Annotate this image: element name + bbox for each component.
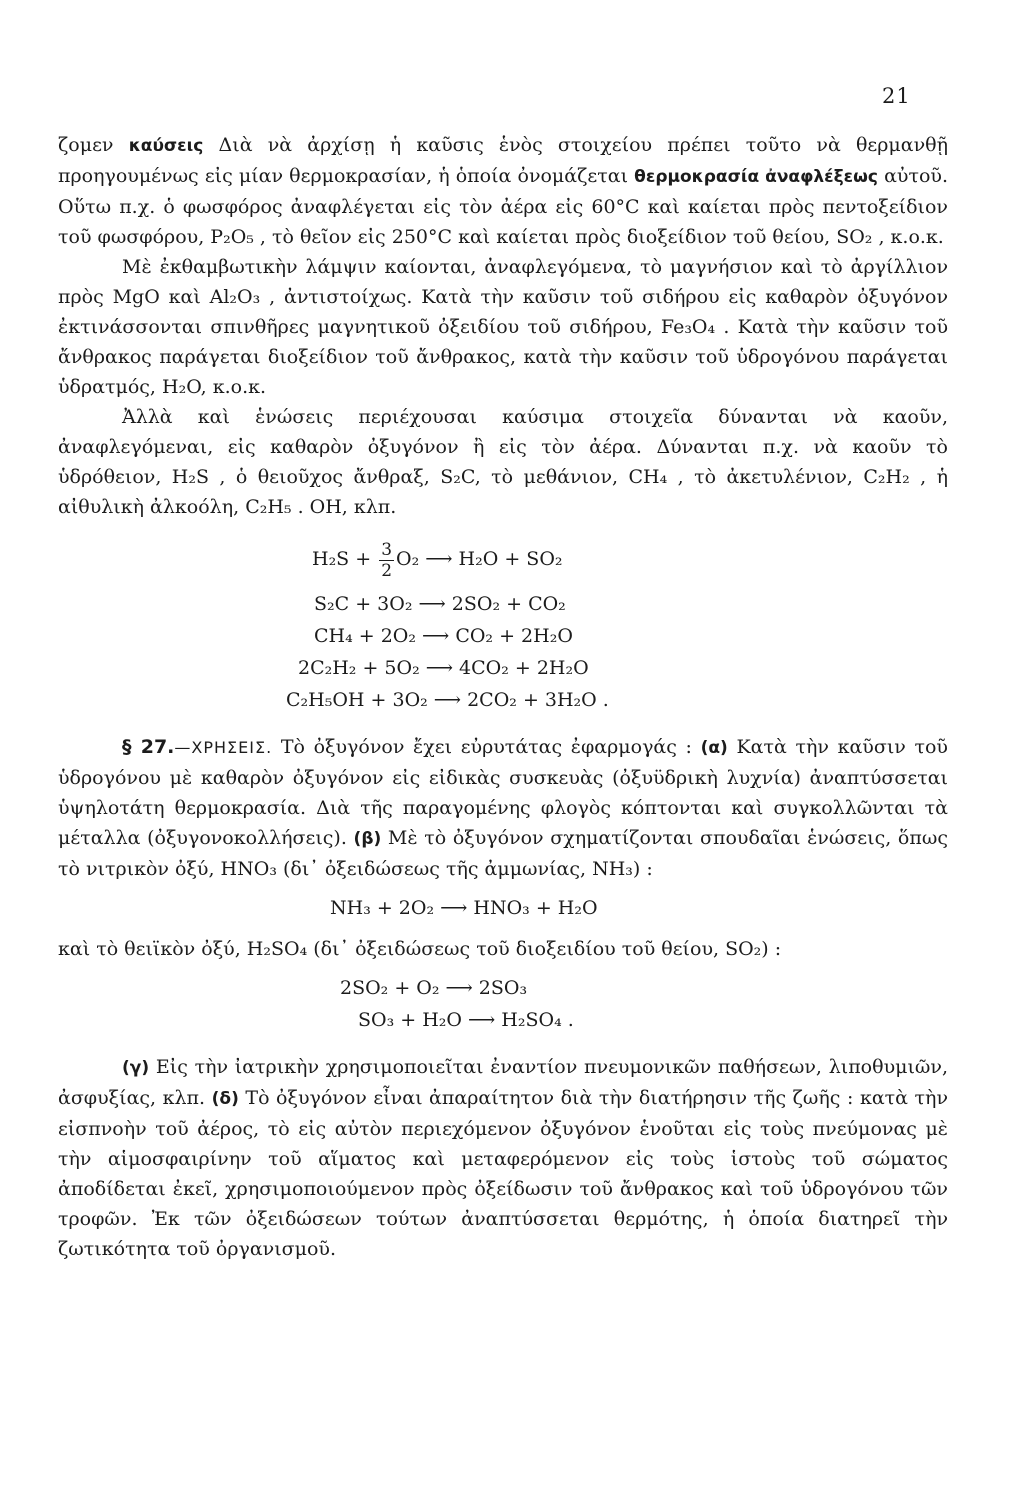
- fraction: [379, 540, 394, 581]
- fraction-numerator: 3: [381, 539, 393, 560]
- text: Τὸ ὀξυγόνον εἶναι ἀπαραίτητον διὰ τὴν διατήρησιν τῆς ζωῆς : κατὰ τὴν εἰσπνοὴν τοῦ ἀέρος, τὸ εἰς αὐτὸν περιεχόμενον ὀξυγόνον ἑνοῦται εἰς τοὺς πνεύμονας μὲ τὴν αἱμοσφαιρίνην τοῦ αἵματος καὶ μεταφερόμενον εἰς τοὺς ἱστοὺς τοῦ σώματος ἀποδίδεται ἐκεῖ, χρησιμοποιούμενον πρὸς ὀξείδωσιν τοῦ ἄνθρακος καὶ τοῦ ὑδρογόνου τῶν τροφῶν. Ἐκ τῶν ὀξειδώσεων τούτων ἀναπτύσσεται θερμότης, ἡ ὁποία διατηρεῖ τὴν ζωτικότητα τοῦ ὀργανισμοῦ.: [58, 1087, 948, 1260]
- item-marker-b: (β): [353, 829, 382, 849]
- sulfuric-acid-line: καὶ τὸ θειϊκὸν ὀξύ, H₂SO₄ (δι᾽ ὀξειδώσεως τοῦ διοξειδίου τοῦ θείου, SO₂) :: [58, 938, 782, 960]
- equation-h2s: [58, 530, 948, 588]
- paragraph-combustion-ignition: [58, 130, 948, 252]
- eq-left: H₂S +: [312, 548, 378, 570]
- bold-term-ignition-temperature: θερμοκρασία ἀναφλέξεως: [634, 167, 878, 187]
- equation-so2: 2SO₂ + O₂ ⟶ 2SO₃: [340, 977, 528, 999]
- equation-so3: SO₃ + H₂O ⟶ H₂SO₄ .: [358, 1009, 574, 1031]
- item-marker-c: (γ): [122, 1058, 150, 1078]
- text: Εἰς τὴν ἰατρικὴν χρησιμοποιεῖται ἐναντίον πνευμονικῶν παθήσεων, λιποθυμιῶν, ἀσφυξίας, κλπ.: [58, 1056, 948, 1109]
- paragraph-medical-biological-uses: [58, 1052, 948, 1264]
- item-marker-a: (α): [700, 738, 728, 758]
- equation-nh3: NH₃ + 2O₂ ⟶ HNO₃ + H₂O: [330, 897, 598, 919]
- equation-ch4: CH₄ + 2O₂ ⟶ CO₂ + 2H₂O: [314, 625, 573, 647]
- eq-right: O₂ ⟶ H₂O + SO₂: [396, 548, 563, 570]
- equation-s2c: S₂C + 3O₂ ⟶ 2SO₂ + CO₂: [314, 593, 566, 615]
- bold-term-kafseis: καύσεις: [128, 136, 204, 156]
- page-number: 21: [882, 84, 911, 108]
- equation-c2h2: 2C₂H₂ + 5O₂ ⟶ 4CO₂ + 2H₂O: [298, 657, 589, 679]
- item-marker-d: (δ): [211, 1089, 239, 1109]
- sulfuric-acid-equations: [58, 972, 948, 1036]
- section-number: § 27.: [122, 736, 175, 758]
- nitric-acid-equation-block: [58, 892, 948, 924]
- text: Διὰ νὰ ἀρχίσῃ ἡ καῦσις ἑνὸς στοιχείου πρέπει τοῦτο νὰ θερμανθῇ προηγουμένως εἰς μίαν θερμοκρασίαν, ἡ ὁποία ὀνομάζεται: [58, 134, 948, 187]
- combustion-equations: [58, 530, 948, 716]
- equation-ethanol: C₂H₅OH + 3O₂ ⟶ 2CO₂ + 3H₂O .: [286, 689, 609, 711]
- paragraph-metals-burning: Μὲ ἐκθαμβωτικὴν λάμψιν καίονται, ἀναφλεγόμενα, τὸ μαγνήσιον καὶ τὸ ἀργίλλιον πρὸς MgO καὶ Al₂O₃ , ἀντιστοίχως. Κατὰ τὴν καῦσιν τοῦ σιδήρου εἰς καθαρὸν ὀξυγόνον ἐκτινάσσονται σπινθῆρες μαγνητικοῦ ὀξειδίου τοῦ σιδήρου, Fe₃O₄ . Κατὰ τὴν καῦσιν τοῦ ἄνθρακος παράγεται διοξείδιον τοῦ ἄνθρακος, κατὰ τὴν καῦσιν τοῦ ὑδρογόνου παράγεται ὑδρατμός, H₂O, κ.ο.κ.: [58, 256, 948, 398]
- paragraph-compounds-burning: Ἀλλὰ καὶ ἑνώσεις περιέχουσαι καύσιμα στοιχεῖα δύνανται νὰ καοῦν, ἀναφλεγόμεναι, εἰς καθαρὸν ὀξυγόνον ἢ εἰς τὸν ἀέρα. Δύνανται π.χ. νὰ καοῦν τὸ ὑδρόθειον, H₂S , ὁ θειοῦχος ἄνθραξ, S₂C, τὸ μεθάνιον, CH₄ , τὸ ἀκετυλένιον, C₂H₂ , ἡ αἰθυλικὴ ἀλκοόλη, C₂H₅ . OH, κλπ.: [58, 406, 948, 518]
- text: Μὲ τὸ ὀξυγόνον σχηματίζονται σπουδαῖαι ἑνώσεις, ὅπως τὸ νιτρικὸν ὀξύ, HNO₃ (δι᾽ ὀξειδώσεως τῆς ἀμμωνίας, NH₃) :: [58, 827, 948, 880]
- page-body: [58, 130, 948, 1264]
- section-heading: —ΧΡΗΣΕΙΣ.: [174, 738, 273, 757]
- text: Τὸ ὀξυγόνον ἔχει εὐρυτάτας ἐφαρμογάς :: [272, 736, 701, 758]
- paragraph-section-27: [58, 732, 948, 884]
- fraction-denominator: 2: [381, 560, 393, 581]
- text: ζομεν: [58, 134, 129, 156]
- text: Κατὰ τὴν καῦσιν τοῦ ὑδρογόνου μὲ καθαρὸν ὀξυγόνον εἰς εἰδικὰς συσκευὰς (ὀξυϋδρικὴ λυχνία) ἀναπτύσσεται ὑψηλοτάτη θερμοκρασία. Διὰ τῆς παραγομένης φλογὸς κόπτονται καὶ συγκολλῶνται τὰ μέταλλα (ὀξυγονοκολλήσεις).: [58, 736, 948, 849]
- text: αὐτοῦ. Οὕτω π.χ. ὁ φωσφόρος ἀναφλέγεται εἰς τὸν ἀέρα εἰς 60°C καὶ καίεται πρὸς πεντοξείδιον τοῦ φωσφόρου, P₂O₅ , τὸ θεῖον εἰς 250°C καὶ καίεται πρὸς διοξείδιον τοῦ θείου, SO₂ , κ.ο.κ.: [58, 165, 948, 248]
